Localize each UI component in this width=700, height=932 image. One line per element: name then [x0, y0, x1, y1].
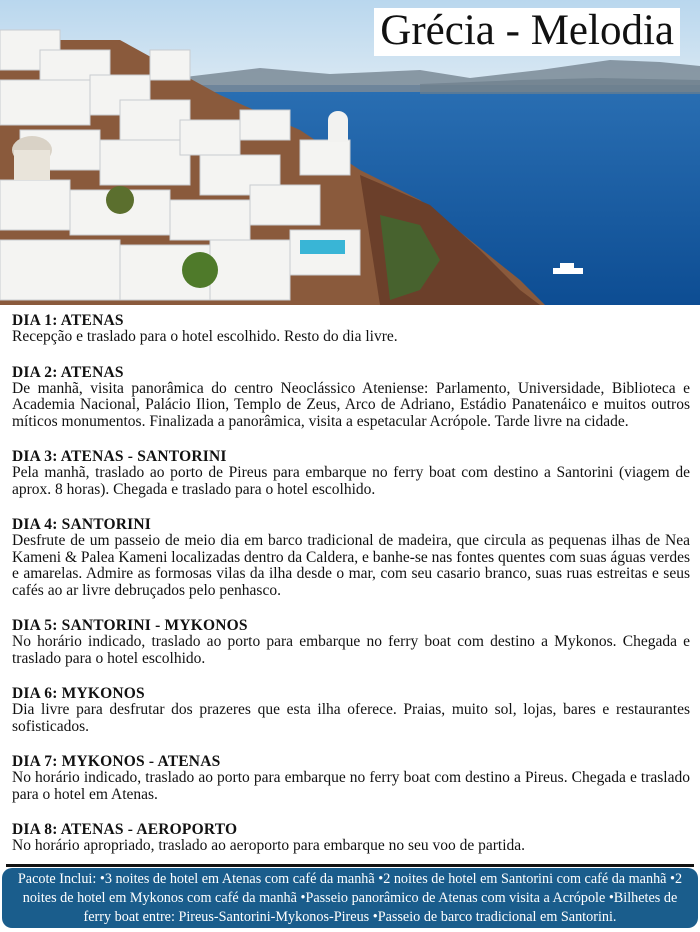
day-heading: DIA 7: MYKONOS - ATENAS — [12, 753, 221, 770]
hero-photo — [0, 0, 700, 305]
day-description: De manhã, visita panorâmica do centro Neoclássico Ateniense: Parlamento, Universidade, Biblioteca e Academia Nacional, Palácio Ilion, Templo de Zeus, Arco de Adriano, Estádio Panatenáico e muitos outros míticos monumentos. Finalizada a panorâmica, visita a espetacular Acrópole. Tarde livre na cidade. — [12, 379, 690, 430]
day-heading: DIA 4: SANTORINI — [12, 516, 151, 533]
day-description: Pela manhã, traslado ao porto de Pireus para embarque no ferry boat com destino a Santorini (viagem de aprox. 8 horas). Chegada e traslado para o hotel escolhido. — [12, 464, 690, 498]
itinerary-day-4 — [12, 516, 690, 599]
page-title: Grécia - Melodia — [374, 8, 680, 56]
package-includes-banner: Pacote Inclui: •3 noites de hotel em Atenas com café da manhã •2 noites de hotel em Santorini com café da manhã •2 noites de hotel em Mykonos com café da manhã •Passeio panorâmico de Atenas com visita a Acrópole •Bilhetes de ferry boat entre: Pireus-Santorini-Mykonos-Pireus •Passeio de barco tradicional em Santorini. — [2, 868, 698, 928]
day-description: No horário apropriado, traslado ao aeroporto para embarque no seu voo de partida. — [12, 837, 526, 854]
itinerary-day-3 — [12, 448, 690, 498]
itinerary-day-1 — [12, 312, 690, 346]
itinerary-day-5 — [12, 617, 690, 667]
day-description: No horário indicado, traslado ao porto para embarque no ferry boat com destino a Mykonos. Chegada e traslado para o hotel escolhido. — [12, 633, 690, 667]
day-heading: DIA 8: ATENAS - AEROPORTO — [12, 821, 238, 838]
day-description: Recepção e traslado para o hotel escolhido. Resto do dia livre. — [12, 328, 398, 345]
itinerary-day-7 — [12, 753, 690, 803]
day-heading: DIA 1: ATENAS — [12, 312, 124, 329]
itinerary-day-8 — [12, 821, 690, 855]
itinerary-day-2 — [12, 364, 690, 431]
itinerary — [12, 312, 690, 873]
day-heading: DIA 6: MYKONOS — [12, 685, 145, 702]
day-description: Desfrute de um passeio de meio dia em barco tradicional de madeira, que circula as pequenas ilhas de Nea Kameni & Palea Kameni localizadas dentro da Caldera, e banhe-se nas fontes quentes com suas águas verdes e amarelas. Admire as formosas vilas da ilha desde o mar, com seu casario branco, suas ruas estreitas e seus cafés ao ar livre debruçados pelo penhasco. — [12, 532, 690, 599]
day-heading: DIA 2: ATENAS — [12, 363, 124, 381]
divider — [6, 864, 694, 867]
day-heading: DIA 5: SANTORINI - MYKONOS — [12, 617, 248, 634]
day-description: No horário indicado, traslado ao porto para embarque no ferry boat com destino a Pireus. Chegada e traslado para o hotel em Atenas. — [12, 769, 690, 803]
day-heading: DIA 3: ATENAS - SANTORINI — [12, 448, 227, 465]
itinerary-day-6 — [12, 685, 690, 735]
day-description: Dia livre para desfrutar dos prazeres que esta ilha oferece. Praias, muito sol, lojas, bares e restaurantes sofisticados. — [12, 701, 690, 735]
